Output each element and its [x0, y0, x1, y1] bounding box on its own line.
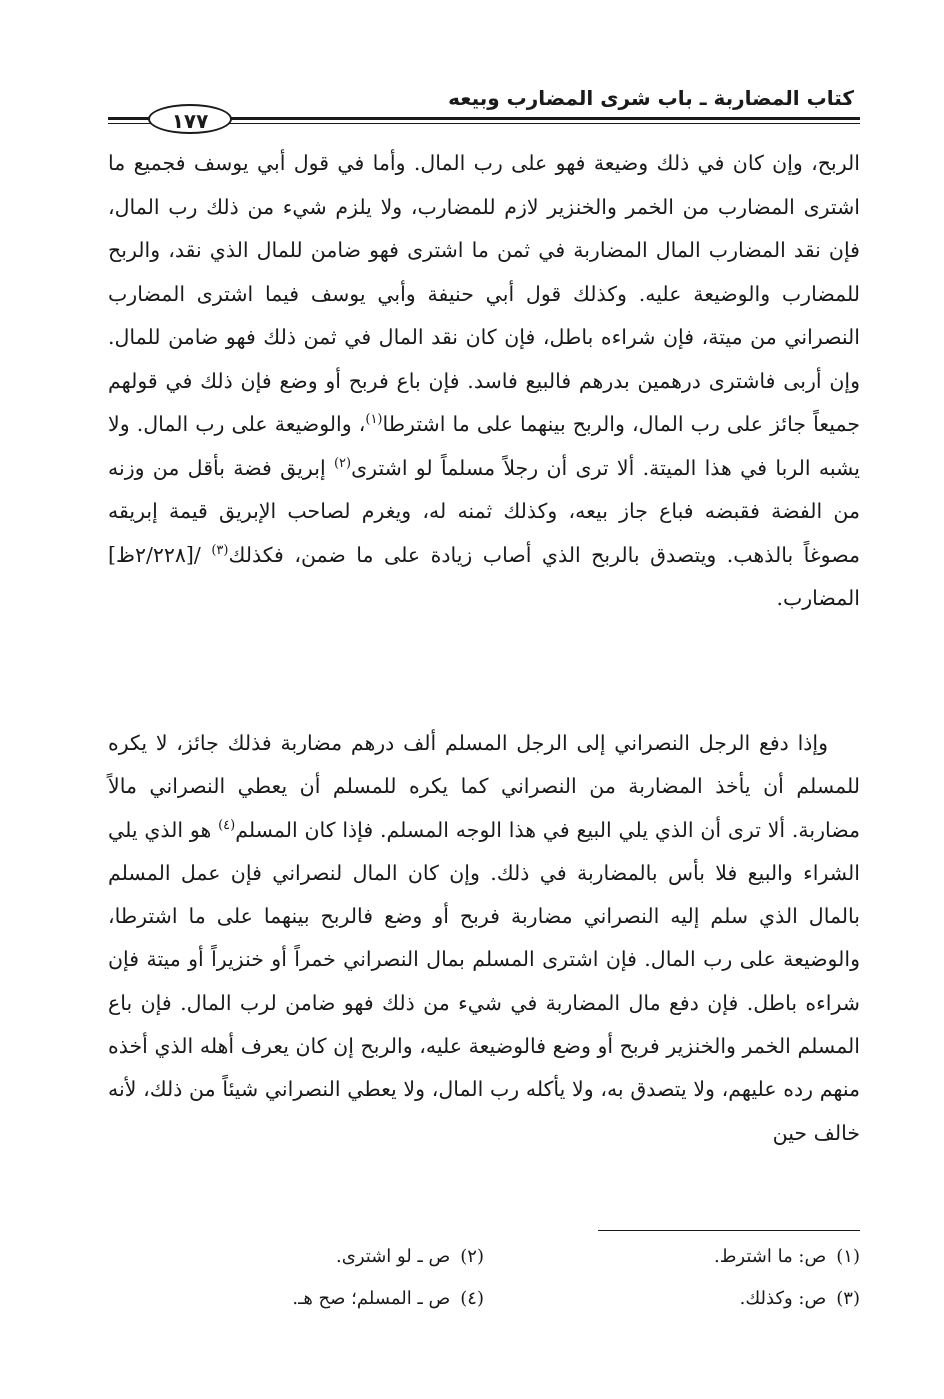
footnote-text: ص ـ لو اشترى. [336, 1246, 451, 1267]
footnote-number: (٣) [836, 1288, 860, 1309]
footnote-marker-2: (٢) [333, 455, 352, 471]
paragraph-1 [108, 142, 860, 621]
footnote-marker-3: (٣) [211, 542, 229, 558]
footnote-number: (١) [836, 1246, 860, 1267]
footnote-1 [484, 1246, 860, 1288]
chapter-title: كتاب المضاربة ـ باب شرى المضارب وبيعه [448, 86, 854, 110]
footnote-text: ص: ما اشترط. [714, 1246, 827, 1267]
footnote-separator [598, 1230, 860, 1231]
footnote-3 [484, 1288, 860, 1330]
footnote-text: ص: وكذلك. [739, 1288, 827, 1309]
paragraph-2 [108, 722, 860, 1155]
footnote-marker-1: (١) [365, 412, 383, 428]
paragraph-1-text-c: إبريق فضة بأقل من وزنه من الفضة فقبضه فباع جاز بيعه، وكذلك ثمنه له، ويغرم لصاحب الإبريق قيمة إبريقه مصوغاً بالذهب. ويتصدق بالربح الذي أصاب زيادة على ما ضمن، فكذلك [108, 455, 860, 567]
paragraph-1-text-b: ، والوضيعة على رب المال. ولا يشبه الربا في هذا الميتة. ألا ترى أن رجلاً مسلماً لو اشترى [108, 412, 860, 480]
footnote-marker-4: (٤) [218, 817, 236, 833]
paragraph-2-text-a: وإذا دفع الرجل النصراني إلى الرجل المسلم ألف درهم مضاربة فذلك جائز، لا يكره للمسلم أن يأخذ المضاربة من النصراني كما يكره للمسلم أن يعطي النصراني مالاً مضاربة. ألا ترى أن الذي يلي البيع في هذا الوجه المسلم. فإذا كان المسلم [108, 731, 860, 842]
paragraph-1-text-a: الربح، وإن كان في ذلك وضيعة فهو على رب المال. وأما في قول أبي يوسف فجميع ما اشترى المضارب من الخمر والخنزير لازم للمضارب، ولا يلزم شيء من ذلك رب المال، فإن نقد المضارب المال المضاربة في ثمن ما اشترى فهو ضامن للمال الذي نقد، والربح للمضارب والوضيعة عليه. وكذلك قول أبي حنيفة وأبي يوسف فيما اشترى المضارب النصراني من ميتة، فإن شراءه باطل، فإن كان نقد المال في ثمن ذلك فهو ضامن للمال. وإن أربى فاشترى درهمين بدرهم فالبيع فاسد. فإن باع فربح أو وضع فإن ذلك في قولهم جميعاً جائز على رب المال، والربح بينهما على ما اشترطا [108, 151, 860, 436]
footnotes [108, 1246, 860, 1330]
footnote-2 [108, 1246, 484, 1288]
footnote-4 [108, 1288, 484, 1330]
paragraph-2-text-b: هو الذي يلي الشراء والبيع فلا بأس بالمضاربة في ذلك. وإن كان المال لنصراني فإن عمل المسلم بالمال الذي سلم إليه النصراني مضاربة فربح أو وضع فالربح بينهما على ما اشترطا، والوضيعة على رب المال. فإن اشترى المسلم بمال النصراني خمراً أو خنزيراً أو ميتة فإن شراءه باطل. فإن دفع مال المضاربة في شيء من ذلك فهو ضامن لرب المال. فإن باع المسلم الخمر والخنزير فربح أو وضع فالوضيعة عليه، والربح إن كان يعرف أهله الذي أخذه منهم رده عليهم، ولا يتصدق به، ولا يأكله رب المال، ولا يعطي النصراني شيئاً من ذلك، لأنه خالف حين [108, 817, 860, 1145]
footnote-text: ص ـ المسلم؛ صح هـ. [292, 1288, 451, 1309]
footnote-row [108, 1288, 860, 1330]
running-header [108, 82, 860, 133]
footnote-number: (٤) [460, 1288, 484, 1309]
footnote-number: (٢) [460, 1246, 484, 1267]
footnote-row [108, 1246, 860, 1288]
page-number-oval: ١٧٧ [148, 104, 232, 134]
paragraph-1-text-d: /[٢/٢٢٨ظ] المضارب. [108, 542, 860, 610]
